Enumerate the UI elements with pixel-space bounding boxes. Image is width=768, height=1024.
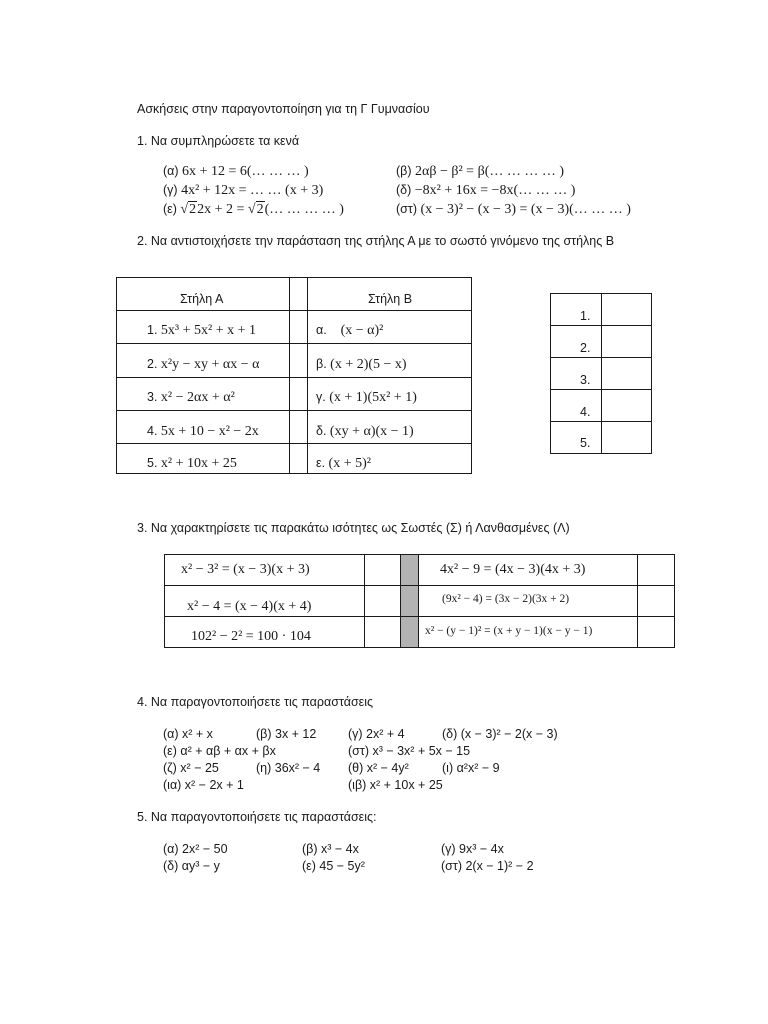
ex1-item-label: (β)	[396, 164, 412, 178]
sqrt-radicand: 2	[256, 202, 264, 217]
ex1-item-st	[396, 202, 631, 217]
ex4-item: (ια) x² − 2x + 1	[163, 778, 244, 792]
column-b-expr: (x − α)²	[340, 323, 384, 338]
table-row	[316, 357, 407, 372]
ex1-item-label: (στ)	[396, 202, 417, 216]
ex1-item-expr: 6x + 12 = 6(… … … )	[182, 164, 309, 179]
column-a-expr: x² + 10x + 25	[160, 456, 237, 471]
ex4-item: (ζ) x² − 25	[163, 761, 219, 775]
column-a-expr: x²y − xy + αx − α	[160, 357, 260, 372]
ex1-item-e	[163, 202, 344, 217]
row-label: β.	[316, 357, 327, 371]
ex5-item: (στ) 2(x − 1)² − 2	[441, 859, 534, 873]
row-label: α.	[316, 323, 327, 337]
column-b-header: Στήλη Β	[368, 292, 413, 306]
answer-row-label: 2.	[580, 341, 591, 355]
table-row	[316, 456, 371, 471]
column-b-expr: (x + 1)(5x² + 1)	[329, 390, 417, 405]
table-row	[316, 323, 383, 338]
answer-cell-left-3[interactable]	[365, 617, 400, 647]
table-row	[316, 390, 417, 405]
equation-left: x² − 3² = (x − 3)(x + 3)	[181, 562, 310, 577]
table-row	[147, 424, 259, 439]
row-label: δ.	[316, 424, 327, 438]
ex1-item-expr: (x − 3)² − (x − 3) = (x − 3)(… … … )	[420, 202, 631, 217]
table-row	[147, 390, 235, 405]
ex5-item: (ε) 45 − 5y²	[302, 859, 365, 873]
row-number: 2.	[147, 357, 158, 371]
equation-right: x² − (y − 1)² = (x + y − 1)(x − y − 1)	[425, 625, 593, 637]
ex5-item: (γ) 9x³ − 4x	[441, 842, 504, 856]
ex1-item-a	[163, 164, 309, 179]
worksheet-title: Ασκήσεις στην παραγοντοποίηση για τη Γ Γυμνασίου	[137, 102, 430, 116]
answer-cell-left-1[interactable]	[365, 555, 400, 585]
answer-cell-right-3[interactable]	[638, 617, 674, 647]
answer-cell-right-2[interactable]	[638, 586, 674, 616]
answer-cell-left-2[interactable]	[365, 586, 400, 616]
column-b-expr: (x + 2)(5 − x)	[330, 357, 407, 372]
table-row	[147, 357, 259, 372]
ex1-item-expr: 2x + 2 =	[197, 202, 248, 217]
equation-left: x² − 4 = (x − 4)(x + 4)	[187, 599, 312, 614]
ex1-item-label: (α)	[163, 164, 179, 178]
column-a-header: Στήλη Α	[180, 292, 224, 306]
equation-right: 4x² − 9 = (4x − 3)(4x + 3)	[440, 562, 586, 577]
table-divider-shaded	[400, 555, 418, 647]
answer-row-label: 3.	[580, 373, 591, 387]
exercise-4-heading: 4. Να παραγοντοποιήσετε τις παραστάσεις	[137, 695, 374, 709]
answer-cell-1[interactable]	[602, 294, 651, 325]
exercise-3-heading: 3. Να χαρακτηρίσετε τις παρακάτω ισότητες ως Σωστές (Σ) ή Λανθασμένες (Λ)	[137, 521, 570, 535]
answer-cell-4[interactable]	[602, 390, 651, 421]
ex4-item: (β) 3x + 12	[256, 727, 317, 741]
answer-cell-3[interactable]	[602, 358, 651, 389]
table-row	[147, 323, 256, 338]
row-number: 5.	[147, 456, 158, 470]
column-a-expr: 5x + 10 − x² − 2x	[160, 424, 259, 439]
ex5-item: (δ) αy³ − y	[163, 859, 220, 873]
column-b-expr: (xy + α)(x − 1)	[329, 424, 414, 439]
row-label: ε.	[316, 456, 326, 470]
ex1-item-d	[396, 183, 575, 198]
row-number: 1.	[147, 323, 158, 337]
ex4-item: (στ) x³ − 3x² + 5x − 15	[348, 744, 471, 758]
row-label: γ.	[316, 390, 326, 404]
exercise-5-heading: 5. Να παραγοντοποιήσετε τις παραστάσεις:	[137, 810, 377, 824]
answer-cell-right-1[interactable]	[638, 555, 674, 585]
column-b-expr: (x + 5)²	[328, 456, 371, 471]
ex4-item: (ε) α² + αβ + αx + βx	[163, 744, 276, 758]
sqrt-symbol: √2	[247, 202, 264, 217]
ex1-item-expr: 2αβ − β² = β(… … … … )	[415, 164, 565, 179]
ex1-item-expr: 4x² + 12x = … … (x + 3)	[181, 183, 324, 198]
answer-cell-2[interactable]	[602, 326, 651, 357]
sqrt-symbol: √2	[180, 202, 197, 217]
answer-row-label: 4.	[580, 405, 591, 419]
ex4-item: (ιβ) x² + 10x + 25	[348, 778, 443, 792]
answer-row-label: 5.	[580, 436, 591, 450]
column-a-expr: x² − 2αx + α²	[160, 390, 235, 405]
ex4-item: (α) x² + x	[163, 727, 213, 741]
ex1-item-label: (γ)	[163, 183, 178, 197]
ex4-item: (θ) x² − 4y²	[348, 761, 409, 775]
ex1-item-expr: −8x² + 16x = −8x(… … … )	[414, 183, 576, 198]
ex1-item-b	[396, 164, 564, 179]
exercise-2-heading: 2. Να αντιστοιχήσετε την παράσταση της στήλης Α με το σωστό γινόμενο της στήλης Β	[137, 234, 615, 248]
ex4-item: (δ) (x − 3)² − 2(x − 3)	[442, 727, 558, 741]
ex1-item-c	[163, 183, 323, 198]
row-number: 4.	[147, 424, 158, 438]
ex5-item: (β) x³ − 4x	[302, 842, 359, 856]
table-row	[316, 424, 414, 439]
equation-right: (9x² − 4) = (3x − 2)(3x + 2)	[442, 593, 570, 605]
answer-cell-5[interactable]	[602, 422, 651, 453]
ex1-item-expr: (… … … … )	[264, 202, 344, 217]
row-number: 3.	[147, 390, 158, 404]
column-a-expr: 5x³ + 5x² + x + 1	[160, 323, 257, 338]
ex1-item-label: (ε)	[163, 202, 177, 216]
answer-row-label: 1.	[580, 309, 591, 323]
ex4-item: (ι) α²x² − 9	[442, 761, 500, 775]
ex4-item: (η) 36x² − 4	[256, 761, 321, 775]
equation-left: 102² − 2² = 100 · 104	[191, 629, 311, 644]
exercise-1-heading: 1. Να συμπληρώσετε τα κενά	[137, 134, 300, 148]
table-row	[147, 456, 237, 471]
sqrt-radicand: 2	[189, 202, 197, 217]
ex5-item: (α) 2x² − 50	[163, 842, 228, 856]
ex4-item: (γ) 2x² + 4	[348, 727, 405, 741]
ex1-item-label: (δ)	[396, 183, 412, 197]
